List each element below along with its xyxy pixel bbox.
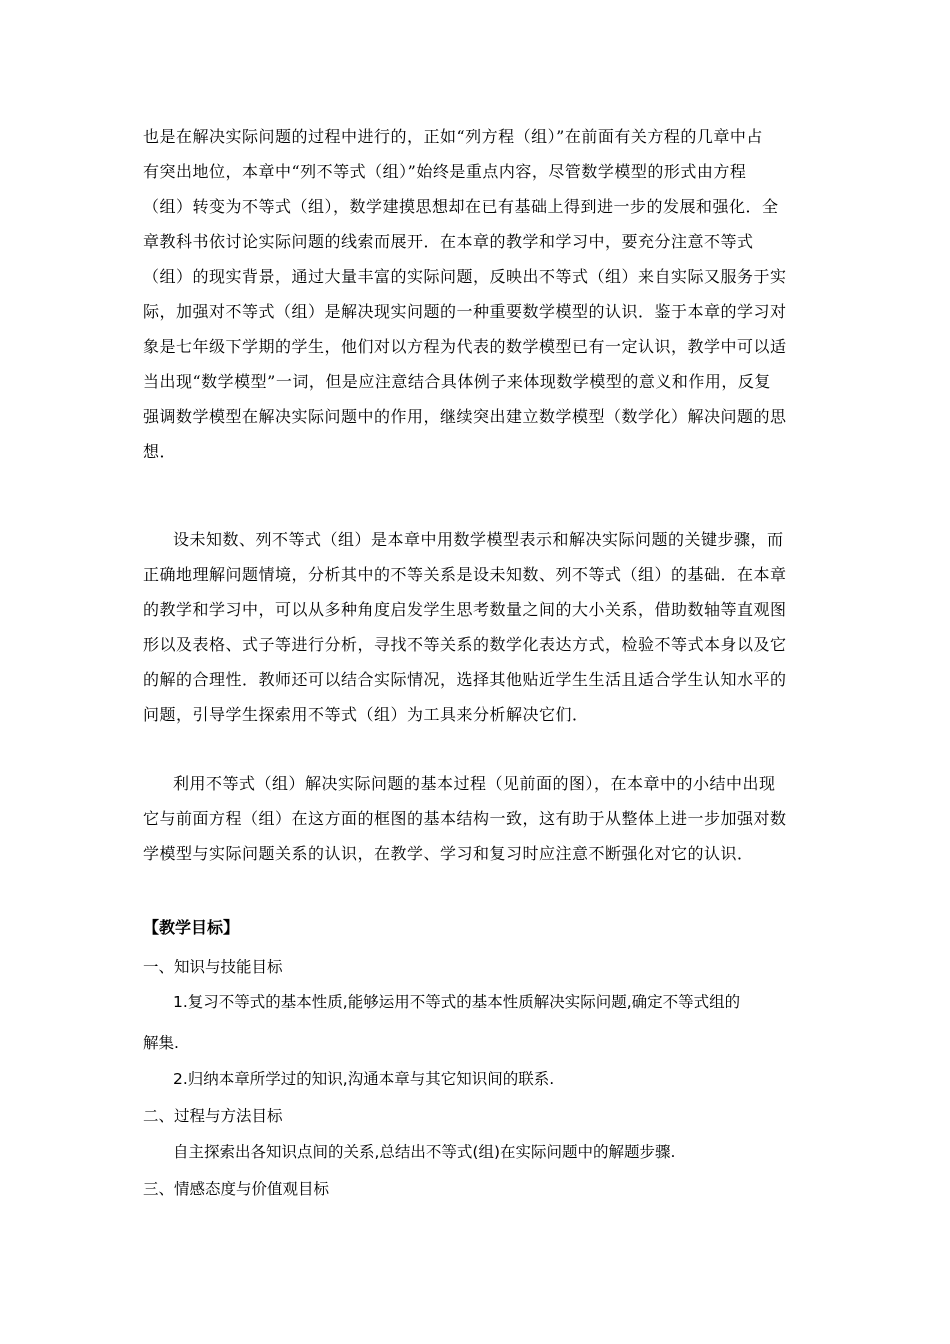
process-methods-title: 二、过程与方法目标 — [143, 1107, 283, 1125]
paragraph-line: 问题，引导学生探索用不等式（组）为工具来分析解决它们． — [143, 705, 589, 724]
paragraph-line: （组）的现实背景，通过大量丰富的实际问题，反映出不等式（组）来自实际又服务于实 — [143, 267, 787, 286]
paragraph-line: 正确地理解问题情境，分析其中的不等关系是设未知数、列不等式（组）的基础．在本章 — [143, 565, 787, 584]
knowledge-item-1: 1.复习不等式的基本性质,能够运用不等式的基本性质解决实际问题,确定不等式组的 — [173, 993, 741, 1011]
paragraph-line: 的解的合理性．教师还可以结合实际情况，选择其他贴近学生生活且适合学生认知水平的 — [143, 670, 787, 689]
knowledge-item-2: 2.归纳本章所学过的知识,沟通本章与其它知识间的联系. — [173, 1070, 555, 1088]
paragraph-line: 想． — [143, 442, 177, 461]
steps-paragraph — [143, 522, 811, 732]
paragraph-line: 学模型与实际问题关系的认识，在教学、学习和复习时应注意不断强化对它的认识． — [143, 844, 754, 863]
process-methods-item: 自主探索出各知识点间的关系,总结出不等式(组)在实际问题中的解题步骤. — [173, 1143, 676, 1161]
intro-paragraph — [143, 119, 811, 469]
emotion-values-title: 三、情感态度与价值观目标 — [143, 1180, 330, 1198]
paragraph-line: 有突出地位，本章中“列不等式（组）”始终是重点内容，尽管数学模型的形式由方程 — [143, 162, 747, 181]
process-paragraph — [143, 766, 811, 871]
paragraph-line: 象是七年级下学期的学生，他们对以方程为代表的数学模型已有一定认识，教学中可以适 — [143, 337, 787, 356]
knowledge-skills-title: 一、知识与技能目标 — [143, 958, 283, 976]
paragraph-line: 也是在解决实际问题的过程中进行的，正如“列方程（组）”在前面有关方程的几章中占 — [143, 127, 763, 146]
paragraph-line: 利用不等式（组）解决实际问题的基本过程（见前面的图），在本章中的小结中出现 — [173, 774, 776, 793]
knowledge-item-1-continuation: 解集. — [143, 1034, 179, 1052]
paragraph-line: 强调数学模型在解决实际问题中的作用，继续突出建立数学模型（数学化）解决问题的思 — [143, 407, 787, 426]
paragraph-line: 形以及表格、式子等进行分析，寻找不等关系的数学化表达方式，检验不等式本身以及它 — [143, 635, 787, 654]
paragraph-line: 设未知数、列不等式（组）是本章中用数学模型表示和解决实际问题的关键步骤，而 — [173, 530, 784, 549]
paragraph-line: 它与前面方程（组）在这方面的框图的基本结构一致，这有助于从整体上进一步加强对数 — [143, 809, 787, 828]
paragraph-line: 际，加强对不等式（组）是解决现实问题的一种重要数学模型的认识．鉴于本章的学习对 — [143, 302, 787, 321]
paragraph-line: 当出现“数学模型”一词，但是应注意结合具体例子来体现数学模型的意义和作用，反复 — [143, 372, 771, 391]
paragraph-line: 章教科书依讨论实际问题的线索而展开．在本章的教学和学习中，要充分注意不等式 — [143, 232, 754, 251]
teaching-objectives-heading: 【教学目标】 — [143, 918, 240, 937]
paragraph-line: （组）转变为不等式（组），数学建摸思想却在已有基础上得到进一步的发展和强化．全 — [143, 197, 779, 216]
paragraph-line: 的教学和学习中，可以从多种角度启发学生思考数量之间的大小关系，借助数轴等直观图 — [143, 600, 787, 619]
